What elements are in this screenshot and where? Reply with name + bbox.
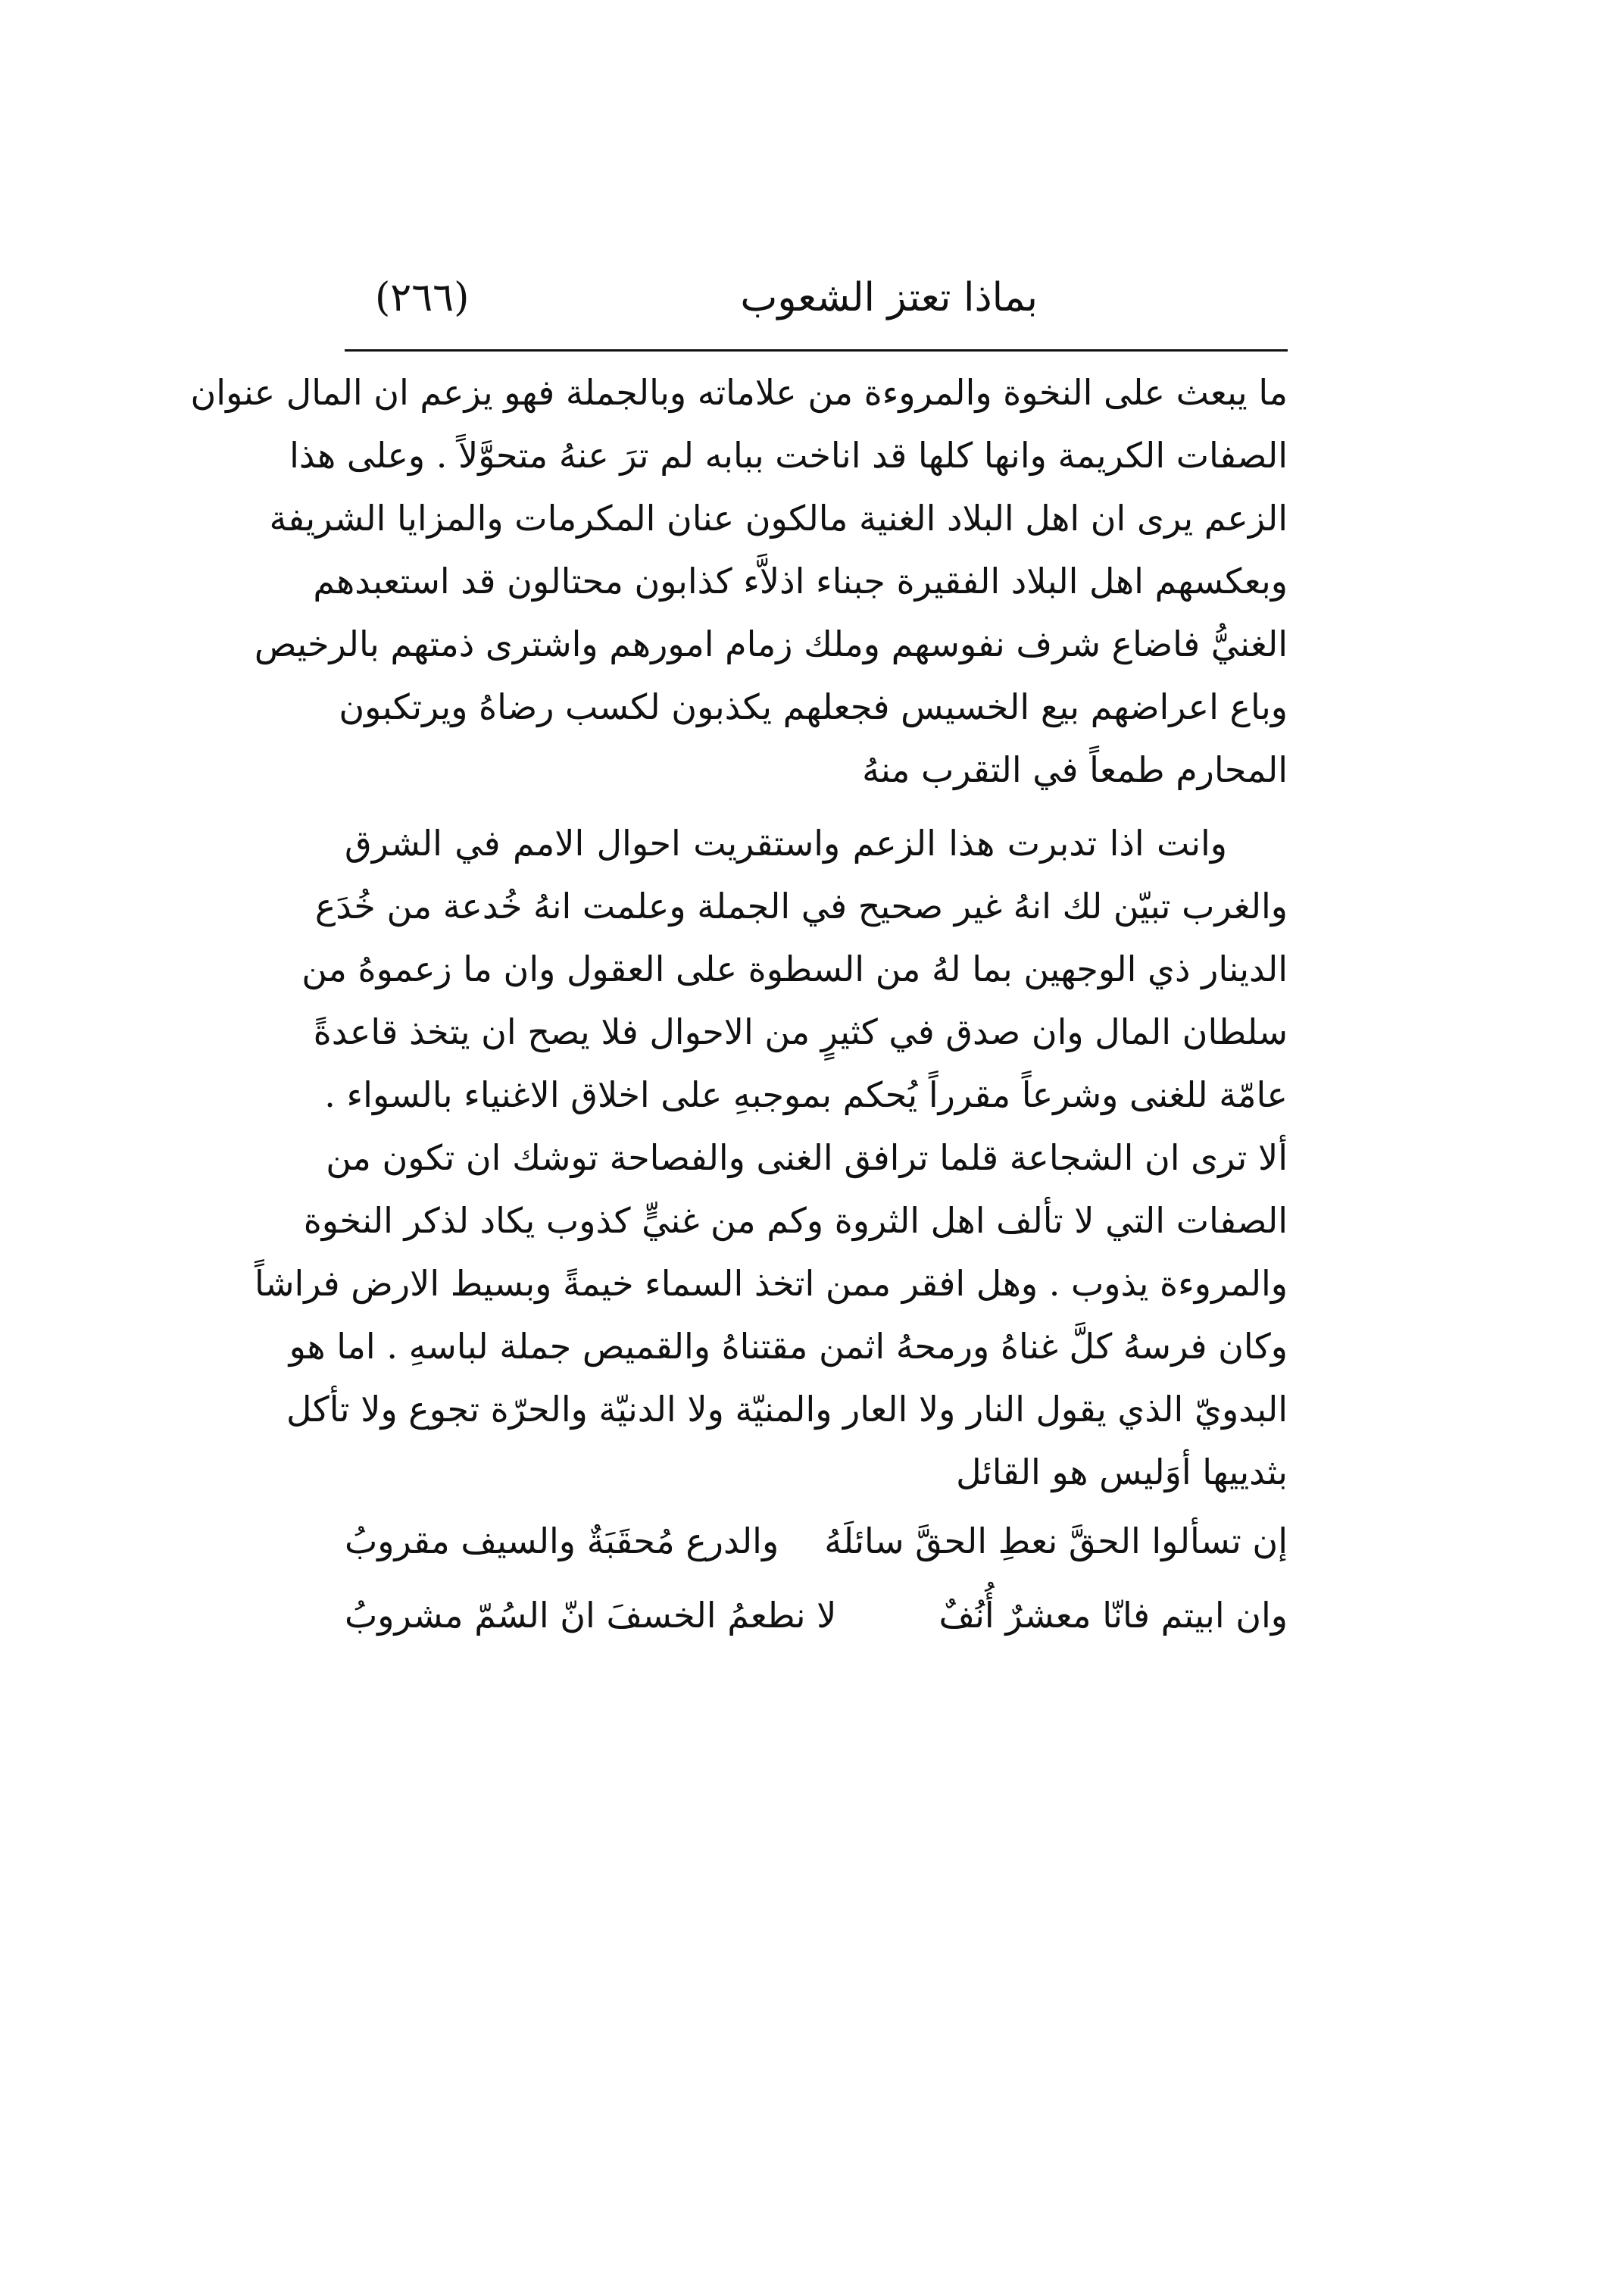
text-line: ألا ترى ان الشجاعة قلما ترافق الغنى والفصاحة توشك ان تكون من: [326, 1137, 1288, 1178]
text-line: والمروءة يذوب . وهل افقر ممن اتخذ السماء خيمةً وبسيط الارض فراشاً: [254, 1263, 1288, 1304]
text-line: البدويّ الذي يقول النار ولا العار والمنيّة ولا الدنيّة والحرّة تجوع ولا تأكل: [286, 1389, 1288, 1430]
text-line: الغنيُّ فاضاع شرف نفوسهم وملك زمام امورهم واشترى ذمتهم بالرخيص: [254, 624, 1288, 664]
verse-second-hemistich: والدرع مُحقَبَةٌ والسيف مقروبُ: [345, 1521, 779, 1561]
text-line: الصفات التي لا تألف اهل الثروة وكم من غنيٍّ كذوب يكاد لذكر النخوة: [303, 1200, 1288, 1241]
verse: [345, 1504, 1288, 1578]
text-line: ما يبعث على النخوة والمروءة من علاماته وبالجملة فهو يزعم ان المال عنوان: [190, 372, 1288, 413]
text-line: والغرب تبيّن لك انهُ غير صحيح في الجملة وعلمت انهُ خُدعة من خُدَع: [314, 886, 1288, 927]
text-line: المحارم طمعاً في التقرب منهُ: [862, 749, 1288, 790]
poem: [345, 1504, 1288, 1652]
text-line: بثدييها أوَليس هو القائل: [956, 1452, 1288, 1492]
text-line: الزعم يرى ان اهل البلاد الغنية مالكون عنان المكرمات والمزايا الشريفة: [269, 498, 1288, 539]
header-rule: [345, 349, 1288, 352]
text-line: الدينار ذي الوجهين بما لهُ من السطوة على العقول وان ما زعموهُ من: [301, 949, 1288, 989]
text-line: وباع اعراضهم بيع الخسيس فجعلهم يكذبون لكسب رضاهُ ويرتكبون: [339, 686, 1288, 727]
verse-first-hemistich: وان ابيتم فانّا معشرٌ أُنُفٌ: [938, 1595, 1288, 1636]
paragraph-2: [254, 812, 1288, 1504]
text-line: الصفات الكريمة وانها كلها قد اناخت ببابه لم ترَ عنهُ متحوَّلاً . وعلى هذا: [289, 435, 1288, 476]
verse-first-hemistich: إن تسألوا الحقَّ نعطِ الحقَّ سائلَهُ: [824, 1521, 1288, 1561]
verse: [345, 1578, 1288, 1652]
body-text: [190, 361, 1288, 1652]
book-page: [190, 269, 1288, 1652]
paragraph-1: [190, 361, 1288, 802]
text-line: وكان فرسهُ كلَّ غناهُ ورمحهُ اثمن مقتناهُ والقميص جملة لباسهِ . اما هو: [289, 1326, 1288, 1367]
verse-second-hemistich: لا نطعمُ الخسفَ انّ السُمّ مشروبُ: [345, 1595, 837, 1636]
text-line: وانت اذا تدبرت هذا الزعم واستقريت احوال الامم في الشرق: [345, 823, 1227, 864]
page-number: (٢٦٦): [375, 275, 470, 320]
page-header: [345, 269, 1288, 352]
text-line: سلطان المال وان صدق في كثيرٍ من الاحوال فلا يصح ان يتخذ قاعدةً: [313, 1011, 1288, 1052]
text-line: عامّة للغنى وشرعاً مقرراً يُحكم بموجبهِ على اخلاق الاغنياء بالسواء .: [324, 1074, 1288, 1115]
running-title: بماذا تعتز الشعوب: [740, 275, 1038, 320]
text-line: وبعكسهم اهل البلاد الفقيرة جبناء اذلاَّء كذابون محتالون قد استعبدهم: [313, 561, 1288, 602]
